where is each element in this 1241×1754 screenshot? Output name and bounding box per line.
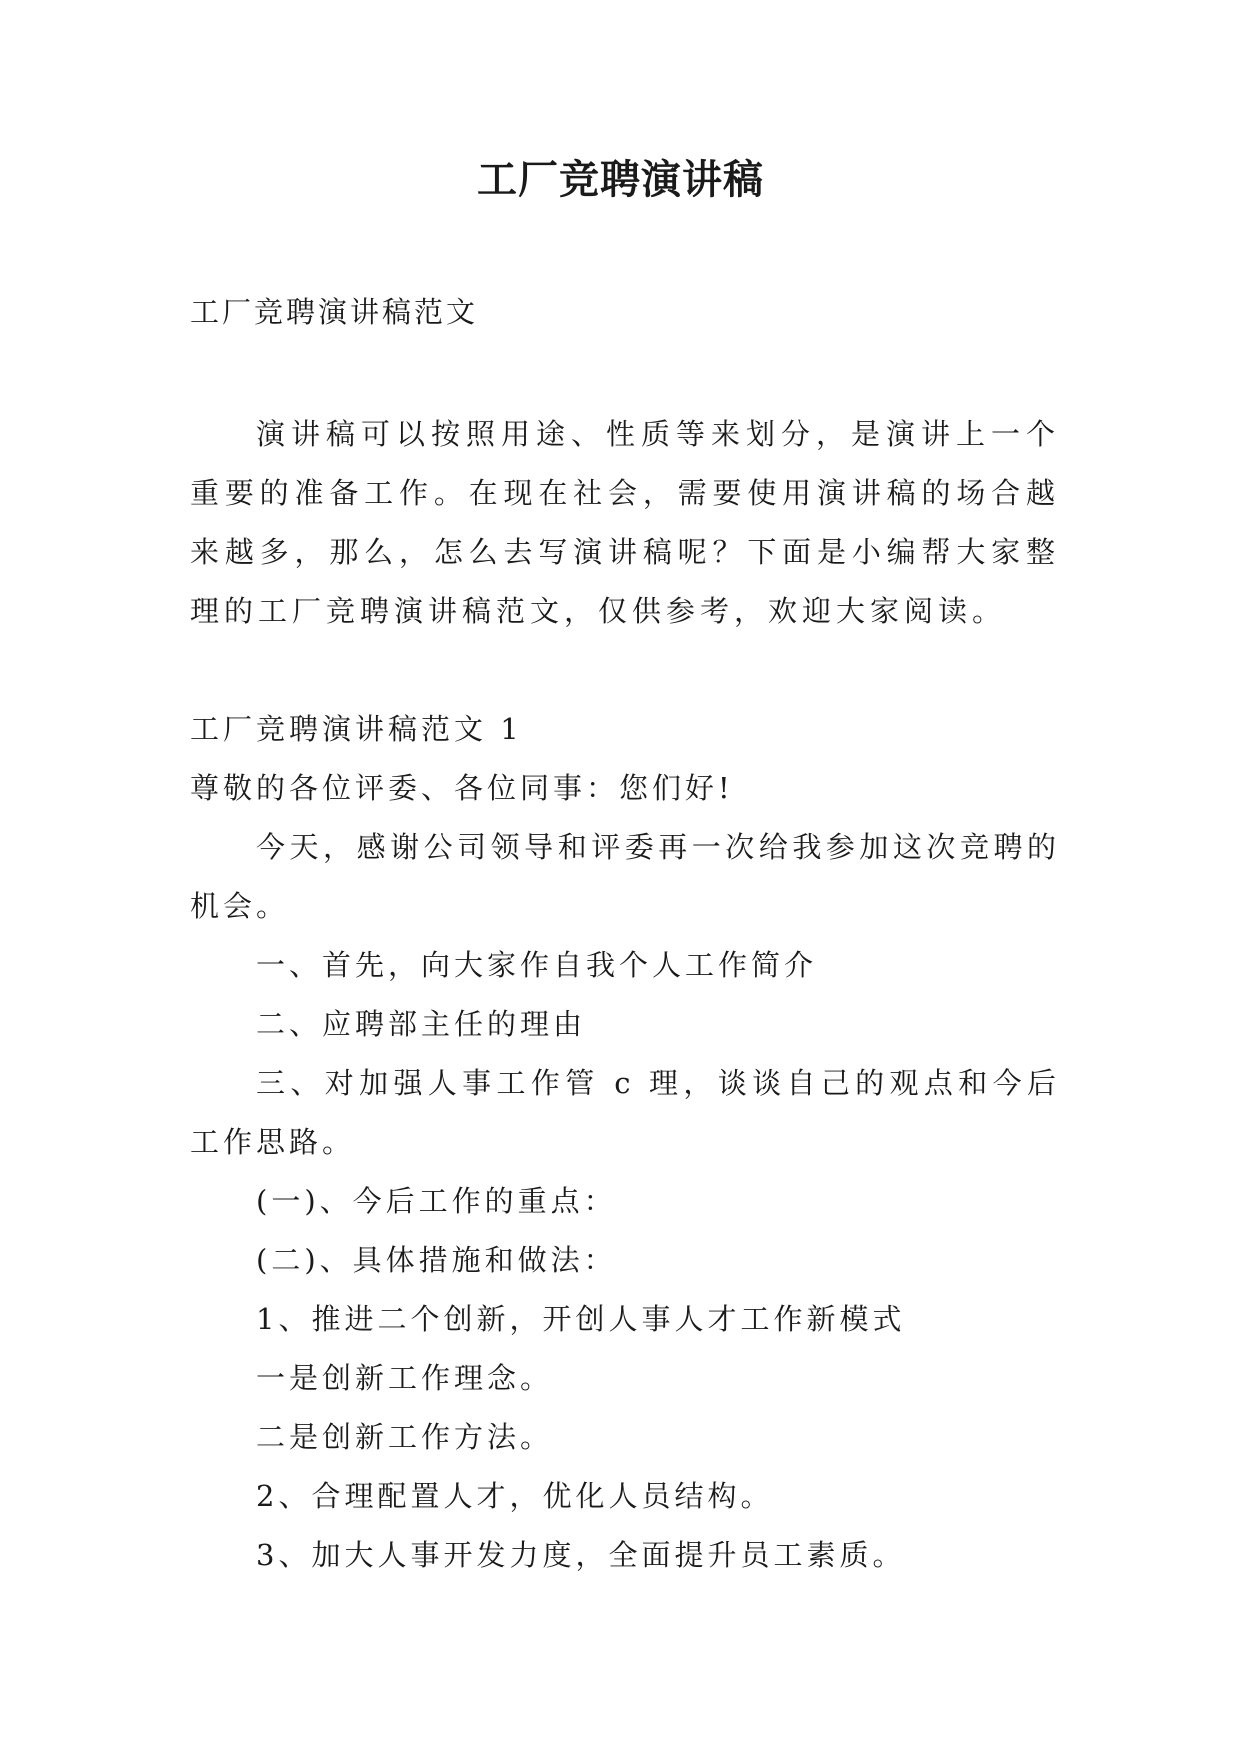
document-body — [190, 700, 1060, 1585]
greeting-line: 尊敬的各位评委、各位同事：您们好! — [190, 771, 734, 805]
list-item-work-ideas: 三、对加强人事工作管 c 理，谈谈自己的观点和今后工作思路。 — [190, 1066, 1060, 1159]
paragraph-thanks: 今天，感谢公司领导和评委再一次给我参加这次竞聘的机会。 — [190, 830, 1060, 923]
list-item-innovate-method: 二是创新工作方法。 — [256, 1420, 554, 1454]
intro-paragraph: 演讲稿可以按照用途、性质等来划分，是演讲上一个重要的准备工作。在现在社会，需要使用演讲稿的场合越来越多，那么，怎么去写演讲稿呢？下面是小编帮大家整理的工厂竞聘演讲稿范文，仅供参考，欢迎大家阅读。 — [190, 417, 1060, 628]
section-heading: 工厂竞聘演讲稿范文 1 — [190, 712, 523, 746]
list-item-innovate-concept: 一是创新工作理念。 — [256, 1361, 554, 1395]
document-subtitle: 工厂竞聘演讲稿范文 — [190, 295, 479, 329]
list-item-reason: 二、应聘部主任的理由 — [256, 1007, 587, 1041]
list-item-allocate-talent: 2、合理配置人才，优化人员结构。 — [256, 1479, 774, 1513]
document-title: 工厂竞聘演讲稿 — [477, 156, 764, 203]
list-item-develop-staff: 3、加大人事开发力度，全面提升员工素质。 — [256, 1538, 906, 1572]
list-item-focus: (一)、今后工作的重点： — [256, 1184, 617, 1218]
list-item-measures: (二)、具体措施和做法： — [256, 1243, 617, 1277]
list-item-innovation: 1、推进二个创新，开创人事人才工作新模式 — [256, 1302, 906, 1336]
list-item-self-intro: 一、首先，向大家作自我个人工作简介 — [256, 948, 818, 982]
